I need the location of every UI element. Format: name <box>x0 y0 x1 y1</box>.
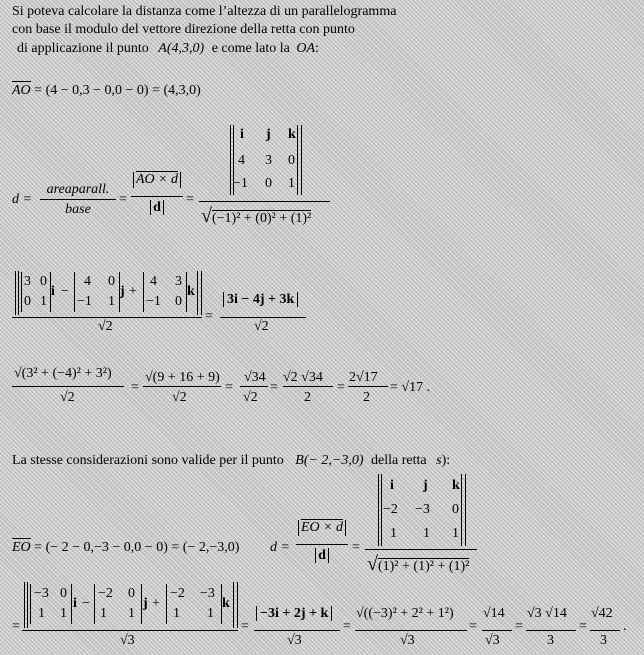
unit-k: k <box>187 284 195 299</box>
term5-den: 2 <box>363 390 370 405</box>
r1-abs: −3i + 2j + k <box>256 606 332 621</box>
minor1-cell: 1 <box>40 294 47 309</box>
cross-den <box>131 196 183 216</box>
minor4-cell: −3 <box>34 586 49 601</box>
expansion-2-abs-inner <box>27 582 28 628</box>
line-s: s <box>436 453 442 468</box>
point-a: A(4,3,0) <box>158 41 205 56</box>
plus-sign: + <box>129 284 137 299</box>
fraction-area-base <box>40 182 116 218</box>
intro-line-3 <box>17 40 319 57</box>
minor3-cell: 0 <box>175 294 182 309</box>
sqrt-den-1: √(−1)² + (0)² + (1)² <box>201 205 312 227</box>
fraction-bar-9 <box>365 549 477 550</box>
term1-den: √2 <box>60 390 75 405</box>
area-parall-label: areaparall. <box>46 182 110 197</box>
den-sqrt3: √3 <box>120 633 135 648</box>
minor4-cell: 0 <box>60 586 67 601</box>
minor3-cell: −1 <box>146 294 161 309</box>
equals-sign-9: = <box>241 619 249 634</box>
minor4-cell: 1 <box>60 606 67 621</box>
term3-den: √2 <box>243 390 258 405</box>
matrix2-cell: 1 <box>452 526 459 541</box>
minor6-cell: −3 <box>200 586 215 601</box>
matrix1-cell: 0 <box>265 176 272 191</box>
minor2-cell: 0 <box>108 274 115 289</box>
term5-num: 2√17 <box>349 370 378 385</box>
matrix1-cell: 4 <box>238 153 245 168</box>
r5-den: 3 <box>600 633 607 648</box>
norm-d-2: d <box>315 548 329 563</box>
term2-num: √(9 + 16 + 9) <box>145 370 220 385</box>
result-1-num <box>223 292 298 308</box>
fraction-bar-4 <box>12 386 124 387</box>
vector-eo: EO <box>12 540 31 555</box>
r3-num: √14 <box>483 606 505 621</box>
minor5-cell: 1 <box>100 606 107 621</box>
minor2-cell: −1 <box>77 294 92 309</box>
second-section-text <box>12 452 450 469</box>
minor5-cell: 1 <box>128 606 135 621</box>
equation-ao <box>12 83 201 99</box>
matrix2-i: i <box>390 478 394 493</box>
equation-eo-rhs: = (− 2 − 0,−3 − 0,0 − 0) = (− 2,−3,0) <box>34 540 240 555</box>
matrix1-cell: 1 <box>288 176 295 191</box>
cross-den-2 <box>296 544 348 564</box>
minor1-cell: 0 <box>40 274 47 289</box>
fraction-bar-5 <box>143 386 221 387</box>
unit-i-2: i <box>73 596 77 611</box>
sqrt-den-2: √(1)² + (1)² + (1)² <box>367 553 470 575</box>
plus-sign-2: + <box>152 596 160 611</box>
minor5-cell: 0 <box>128 586 135 601</box>
result-1-den: √2 <box>254 319 269 334</box>
intro-line-2: con base il modulo del vettore direzione della retta con punto <box>12 22 355 37</box>
minus-sign-2: − <box>82 596 90 611</box>
expansion-2-abs-inner-r <box>233 582 234 628</box>
unit-i: i <box>51 284 55 299</box>
intro-colon: : <box>315 41 319 56</box>
den-sqrt2: √2 <box>98 319 113 334</box>
intro-line-1: Si poteva calcolare la distanza come l’altezza di un parallelogramma <box>12 4 397 19</box>
term3-num: √34 <box>244 370 266 385</box>
norm-d: d <box>150 200 164 215</box>
final-period: . <box>623 619 627 634</box>
second-text: La stesse considerazioni sono valide per il punto <box>12 453 284 468</box>
equals-sign-7: = <box>337 380 345 395</box>
unit-j: j <box>120 284 125 299</box>
fraction-cross-product-2 <box>296 520 348 564</box>
final-result-1: = √17 . <box>390 380 431 395</box>
d-equals: d = <box>12 192 32 207</box>
unit-j-2: j <box>143 596 148 611</box>
point-b: B(− 2,−3,0) <box>295 453 364 468</box>
r2-den: √3 <box>400 633 415 648</box>
leading-equals: = <box>12 619 20 634</box>
intro-line-3-text: di applicazione il punto <box>17 41 149 56</box>
matrix2-cell: −3 <box>415 502 430 517</box>
equation-eo <box>12 540 239 556</box>
matrix1-cell: −1 <box>233 176 248 191</box>
equals-sign-10: = <box>343 619 351 634</box>
minor3-cell: 4 <box>150 274 157 289</box>
equals-sign-2: = <box>186 192 194 207</box>
matrix2-cell: 1 <box>390 526 397 541</box>
intro-line-3b: e come lato la <box>211 41 290 56</box>
fraction-bar-3 <box>220 317 306 318</box>
fraction-bar-11 <box>254 630 340 631</box>
determinant-1-inner-line-r <box>297 125 298 195</box>
fraction-bar-15 <box>590 630 620 631</box>
fraction-bar-10 <box>22 630 238 631</box>
r2-num: √((−3)² + 2² + 1²) <box>356 606 454 621</box>
equals-sign-3: = <box>205 309 213 324</box>
minor6-cell: 1 <box>207 606 214 621</box>
r4-den: 3 <box>547 633 554 648</box>
second-text-2: della retta <box>371 453 427 468</box>
minor2-cell: 1 <box>108 294 115 309</box>
minor1-cell: 0 <box>24 294 31 309</box>
fraction-bar-13 <box>482 630 512 631</box>
r5-num: √42 <box>591 606 613 621</box>
fraction-bar-1 <box>199 201 330 202</box>
den-root-1: (−1)² + (0)² + (1)² <box>211 211 312 226</box>
minus-sign: − <box>61 284 69 299</box>
fraction-bar-2 <box>12 317 202 318</box>
equals-sign-13: = <box>579 619 587 634</box>
term4-den: 2 <box>304 390 311 405</box>
matrix2-cell: 0 <box>452 502 459 517</box>
r1-den: √3 <box>287 633 302 648</box>
minor5-cell: −2 <box>98 586 113 601</box>
minor6-cell: −2 <box>170 586 185 601</box>
term4-num: √2 √34 <box>283 370 323 385</box>
cross-eo-d: EO × d <box>300 520 344 535</box>
r4-num: √3 √14 <box>527 606 567 621</box>
determinant-2-inner-r <box>461 474 462 546</box>
expansion-1-abs-inner <box>18 271 19 315</box>
fraction-cross-product <box>131 172 183 216</box>
fraction-bar-6 <box>240 386 268 387</box>
r3-den: √3 <box>485 633 500 648</box>
r1-num <box>256 606 332 622</box>
matrix2-j: j <box>423 478 428 493</box>
d-equals-2: d = <box>270 540 290 555</box>
cross-abs <box>133 172 181 188</box>
matrix2-cell: 1 <box>423 526 430 541</box>
minor4-cell: 1 <box>38 606 45 621</box>
term1-num: √(3² + (−4)² + 3²) <box>14 366 112 381</box>
fraction-bar-14 <box>526 630 576 631</box>
matrix1-i: i <box>240 127 244 142</box>
segment-oa: OA <box>296 41 315 56</box>
minor2-cell: 4 <box>84 274 91 289</box>
matrix1-j: j <box>266 127 271 142</box>
vector-ao: AO <box>12 83 31 98</box>
minor6-cell: 1 <box>173 606 180 621</box>
matrix2-cell: −2 <box>383 502 398 517</box>
equals-sign: = <box>119 192 127 207</box>
equals-sign-5: = <box>225 380 233 395</box>
equals-sign-12: = <box>515 619 523 634</box>
result-1-abs: 3i − 4j + 3k <box>223 292 298 307</box>
cross-ao-d: AO × d <box>135 172 179 187</box>
determinant-2-inner <box>381 474 382 546</box>
fraction-bar-8 <box>348 386 388 387</box>
cross-abs-2 <box>298 520 346 536</box>
base-label: base <box>40 199 116 218</box>
minor3-cell: 3 <box>175 274 182 289</box>
matrix1-cell: 0 <box>288 153 295 168</box>
second-colon: ): <box>441 453 451 468</box>
fraction-bar-12 <box>355 630 467 631</box>
minor1-cell: 3 <box>24 274 31 289</box>
equals-sign-4: = <box>131 380 139 395</box>
term2-den: √2 <box>172 390 187 405</box>
matrix1-k: k <box>288 127 296 142</box>
fraction-bar-7 <box>283 386 333 387</box>
equals-sign-8: = <box>352 540 360 555</box>
matrix1-cell: 3 <box>265 153 272 168</box>
unit-k-2: k <box>222 596 230 611</box>
den-root-2: (1)² + (1)² + (1)² <box>377 559 470 574</box>
expansion-1-abs-inner-r <box>197 271 198 315</box>
matrix2-k: k <box>452 478 460 493</box>
equals-sign-6: = <box>270 380 278 395</box>
equals-sign-11: = <box>469 619 477 634</box>
equation-ao-rhs: = (4 − 0,3 − 0,0 − 0) = (4,3,0) <box>34 83 201 98</box>
